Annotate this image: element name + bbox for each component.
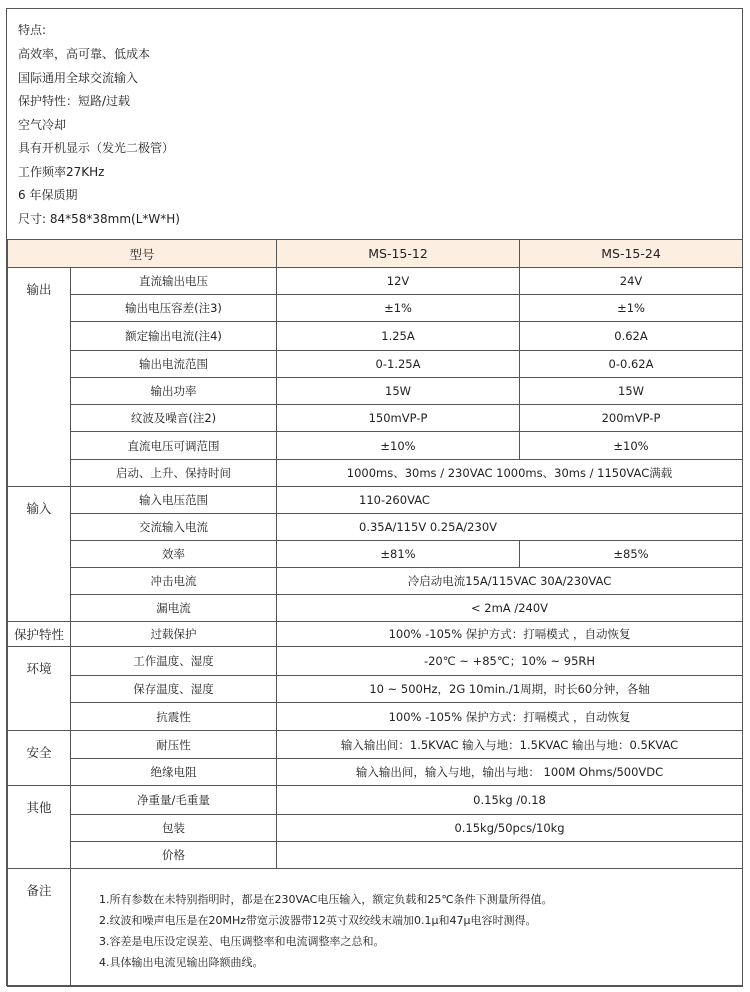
feature-item: 具有开机显示（发光二极管）	[18, 141, 175, 155]
cell-value: 0.15kg/50pcs/10kg	[277, 815, 743, 842]
cell-value: 110-260VAC	[277, 487, 743, 514]
cell-value: 1000ms、30ms / 230VAC 1000ms、30ms / 1150VAC满载	[277, 460, 743, 487]
category-protection: 保护特性	[8, 622, 71, 647]
model-ms-15-12: MS-15-12	[277, 240, 520, 268]
cell-value: -20℃ ~ +85℃；10% ~ 95RH	[277, 647, 743, 676]
cell-value: ±85%	[520, 541, 743, 568]
notes-cell	[71, 869, 743, 987]
row-label: 输出功率	[71, 378, 277, 405]
cell-value: 24V	[520, 268, 743, 295]
cell-value: 冷启动电流15A/115VAC 30A/230VAC	[277, 568, 743, 595]
cell-value: 输入输出间：1.5KVAC 输入与地：1.5KVAC 输出与地：0.5KVAC	[277, 731, 743, 759]
cell-value: 15W	[277, 378, 520, 405]
category-notes: 备注	[8, 869, 71, 987]
table-row	[8, 595, 743, 622]
row-label: 输出电流范围	[71, 351, 277, 378]
row-label: 保存温度、湿度	[71, 676, 277, 703]
features-section	[7, 9, 742, 239]
cell-value: < 2mA /240V	[277, 595, 743, 622]
table-row	[8, 487, 743, 514]
table-row	[8, 514, 743, 541]
cell-value	[277, 842, 743, 869]
feature-item: 保护特性：短路/过载	[18, 94, 131, 108]
cell-value: 0-0.62A	[520, 351, 743, 378]
table-row	[8, 295, 743, 322]
features-heading: 特点:	[18, 23, 47, 37]
row-label: 输出电压容差(注3)	[71, 295, 277, 322]
category-other: 其他	[8, 786, 71, 869]
cell-value: 输入输出间，输入与地，输出与地： 100M Ohms/500VDC	[277, 759, 743, 786]
row-label: 绝缘电阻	[71, 759, 277, 786]
cell-value: 200mVP-P	[520, 405, 743, 432]
spec-sheet	[6, 8, 743, 986]
cell-value: ±81%	[277, 541, 520, 568]
row-label: 冲击电流	[71, 568, 277, 595]
row-label: 耐压性	[71, 731, 277, 759]
cell-value: 0-1.25A	[277, 351, 520, 378]
row-label: 额定输出电流(注4)	[71, 322, 277, 351]
feature-item: 工作频率27KHz	[18, 165, 105, 179]
row-label: 直流电压可调范围	[71, 432, 277, 460]
row-label: 交流输入电流	[71, 514, 277, 541]
row-label: 漏电流	[71, 595, 277, 622]
table-header-row	[8, 240, 743, 268]
cell-value: 12V	[277, 268, 520, 295]
note-item: 1.所有参数在未特别指明时，都是在230VAC电压输入，额定负载和25℃条件下测量所得值。	[99, 893, 553, 906]
feature-item: 国际通用全球交流输入	[18, 71, 139, 85]
note-item: 2.纹波和噪声电压是在20MHz带宽示波器带12英寸双绞线末端加0.1μ和47μ电容时测得。	[99, 914, 537, 927]
table-row	[8, 703, 743, 731]
row-label: 价格	[71, 842, 277, 869]
table-row	[8, 786, 743, 815]
table-row	[8, 541, 743, 568]
row-label: 净重量/毛重量	[71, 786, 277, 815]
cell-value: ±1%	[277, 295, 520, 322]
cell-value: 0.35A/115V 0.25A/230V	[277, 514, 743, 541]
category-environment: 环境	[8, 647, 71, 731]
table-row	[8, 842, 743, 869]
table-row	[8, 378, 743, 405]
category-input: 输入	[8, 487, 71, 622]
feature-item: 尺寸: 84*58*38mm(L*W*H)	[18, 212, 180, 226]
row-label: 启动、上升、保持时间	[71, 460, 277, 487]
row-label: 过载保护	[71, 622, 277, 647]
cell-value: 10 ~ 500Hz，2G 10min./1周期，时长60分钟，各轴	[277, 676, 743, 703]
feature-item: 高效率，高可靠、低成本	[18, 47, 151, 61]
table-row	[8, 432, 743, 460]
cell-value: 100% -105% 保护方式：打嗝模式 ，自动恢复	[277, 703, 743, 731]
notes-row	[8, 869, 743, 987]
table-row	[8, 405, 743, 432]
model-header: 型号	[8, 240, 277, 268]
table-row	[8, 731, 743, 759]
table-row	[8, 268, 743, 295]
cell-value: 100% -105% 保护方式：打嗝模式 ，自动恢复	[277, 622, 743, 647]
row-label: 纹波及噪音(注2)	[71, 405, 277, 432]
cell-value: 0.62A	[520, 322, 743, 351]
table-row	[8, 759, 743, 786]
feature-item: 空气冷却	[18, 118, 67, 132]
spec-table	[7, 239, 743, 987]
table-row	[8, 351, 743, 378]
note-item: 3.容差是电压设定误差、电压调整率和电流调整率之总和。	[99, 935, 385, 948]
cell-value: 150mVP-P	[277, 405, 520, 432]
cell-value: 15W	[520, 378, 743, 405]
table-row	[8, 647, 743, 676]
category-output: 输出	[8, 268, 71, 487]
cell-value: ±10%	[277, 432, 520, 460]
table-row	[8, 815, 743, 842]
cell-value: ±1%	[520, 295, 743, 322]
note-item: 4.具体输出电流见输出降额曲线。	[99, 956, 264, 969]
table-row	[8, 322, 743, 351]
table-row	[8, 622, 743, 647]
cell-value: 1.25A	[277, 322, 520, 351]
category-safety: 安全	[8, 731, 71, 786]
feature-item: 6 年保质期	[18, 188, 78, 202]
table-row	[8, 568, 743, 595]
row-label: 抗震性	[71, 703, 277, 731]
cell-value: ±10%	[520, 432, 743, 460]
row-label: 直流输出电压	[71, 268, 277, 295]
row-label: 工作温度、湿度	[71, 647, 277, 676]
cell-value: 0.15kg /0.18	[277, 786, 743, 815]
row-label: 包装	[71, 815, 277, 842]
table-row	[8, 460, 743, 487]
row-label: 效率	[71, 541, 277, 568]
row-label: 输入电压范围	[71, 487, 277, 514]
model-ms-15-24: MS-15-24	[520, 240, 743, 268]
table-row	[8, 676, 743, 703]
